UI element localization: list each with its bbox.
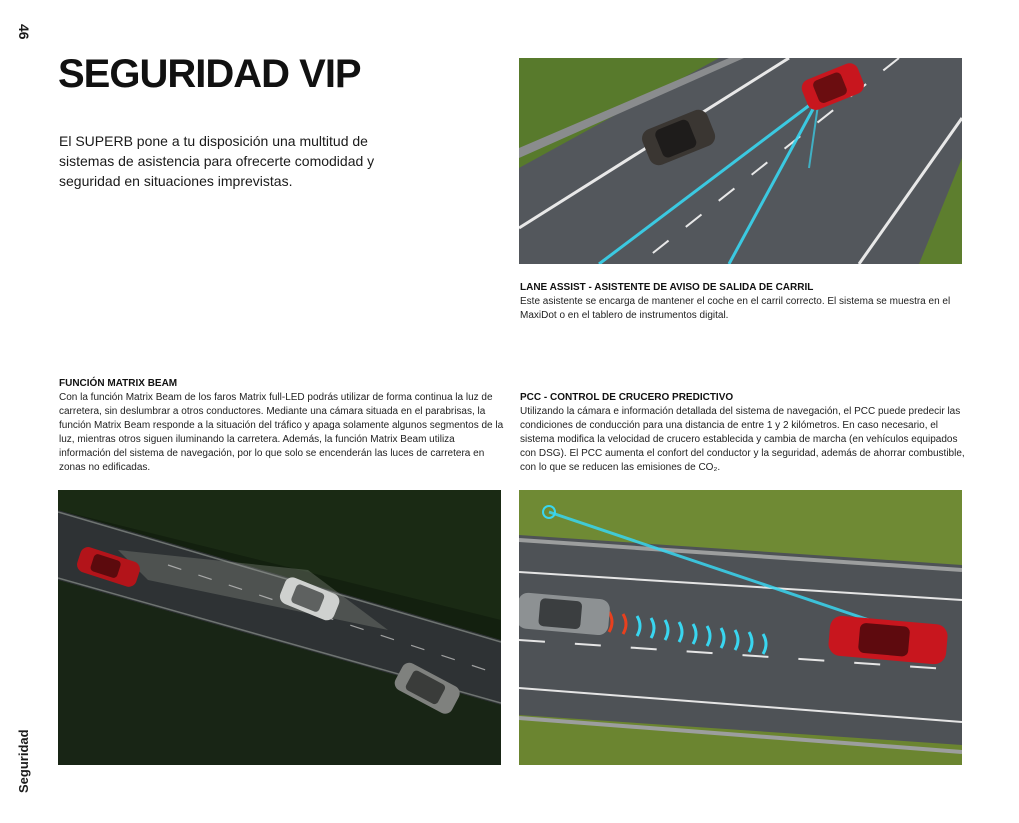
matrix-beam-body: Con la función Matrix Beam de los faros Matrix full-LED podrás utilizar de forma continua la luz de carretera, sin deslumbrar a otros conductores. Mediante una cámara situada en el parabrisas, la función Matrix Beam responde a la situación del tráfico y apaga solamente algunos segmentos de la luz, mientras otros siguen iluminando la carretera. Además, la función Matrix Beam utiliza información del sistema de navegación, por lo que solo se encenderán las luces de carretera en zonas no edificadas. xyxy=(59,392,504,473)
page-number: 46 xyxy=(16,24,32,40)
section-label: Seguridad xyxy=(16,729,31,793)
pcc-body: Utilizando la cámara e información detallada del sistema de navegación, el PCC puede predecir las condiciones de conducción para una distancia de entre 1 y 2 kilómetros. En caso necesario, el sistema modifica la velocidad de crucero establecida y cambia de marcha (en vehículos equipados con DSG). El PCC aumenta el confort del conductor y la seguridad, además de ahorrar combustible, con lo que se reducen las emisiones de CO₂. xyxy=(520,406,965,473)
lane-assist-photo xyxy=(519,58,962,264)
pcc-photo xyxy=(519,490,962,765)
intro-text: El SUPERB pone a tu disposición una multitud de sistemas de asistencia para ofrecerte comodidad y seguridad en situaciones imprevistas. xyxy=(59,133,375,189)
lane-assist-block xyxy=(520,281,960,323)
matrix-beam-block xyxy=(59,377,504,475)
lane-assist-heading: LANE ASSIST - ASISTENTE DE AVISO DE SALIDA DE CARRIL xyxy=(520,282,814,293)
matrix-beam-photo xyxy=(58,490,501,765)
pcc-block xyxy=(520,391,965,475)
matrix-beam-heading: FUNCIÓN MATRIX BEAM xyxy=(59,378,178,389)
pcc-heading: PCC - CONTROL DE CRUCERO PREDICTIVO xyxy=(520,392,734,403)
lane-assist-body: Este asistente se encarga de mantener el coche en el carril correcto. El sistema se muestra en el MaxiDot o en el tablero de instrumentos digital. xyxy=(520,296,951,321)
page-title: SEGURIDAD VIP xyxy=(58,52,361,96)
